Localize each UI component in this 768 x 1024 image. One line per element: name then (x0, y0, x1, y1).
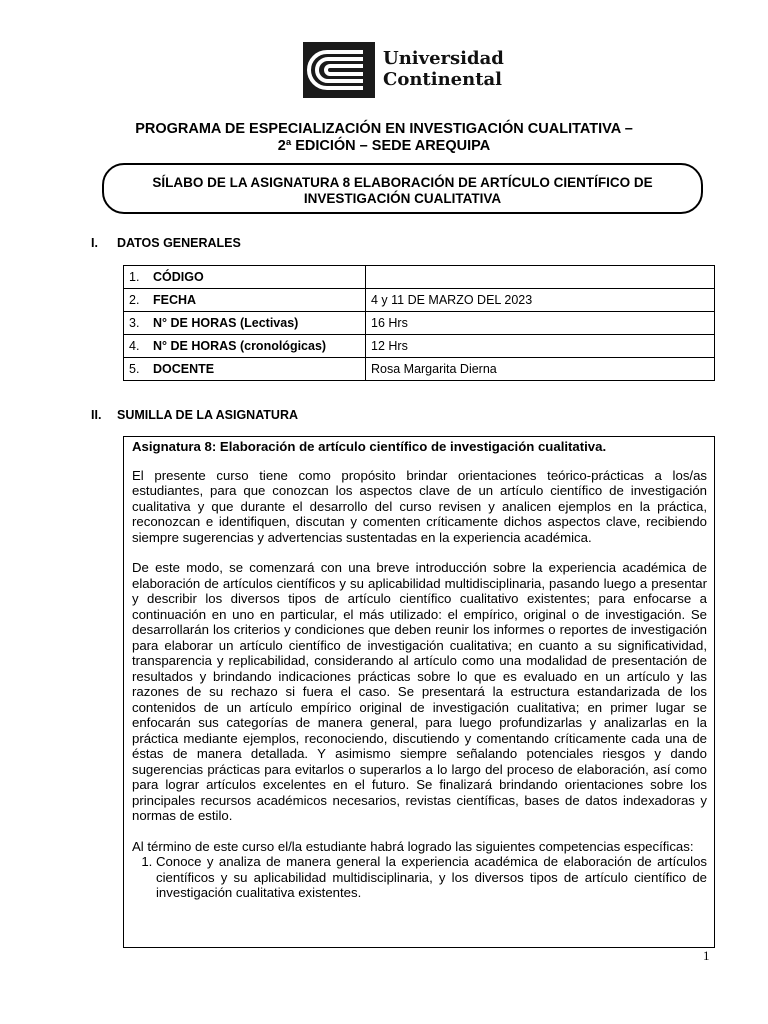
section-number: II. (91, 408, 102, 422)
section-title: DATOS GENERALES (117, 236, 241, 250)
syllabus-title-box (102, 163, 703, 214)
list-item: 1. Conoce y analiza de manera general la experiencia académica de elaboración de artículos científicos y su aplicabilidad multidisciplinaria, y los diversos tipos de artículo científico de investigación cualitativa existentes. (156, 854, 707, 901)
section-heading-general-data (91, 236, 241, 250)
logo-line-2: Continental (383, 69, 503, 90)
row-number: 5. (129, 362, 140, 376)
page-number: 1 (703, 948, 710, 963)
table-label-cell (124, 289, 366, 312)
summary-title: Asignatura 8: Elaboración de artículo científico de investigación cualitativa. (132, 439, 607, 454)
row-number: 1. (129, 270, 140, 284)
table-row (124, 266, 715, 289)
row-label: DOCENTE (153, 362, 215, 376)
row-number: 3. (129, 316, 140, 330)
continental-logo-icon (303, 42, 375, 98)
table-row (124, 289, 715, 312)
summary-paragraph-1: El presente curso tiene como propósito brindar orientaciones teórico-prácticas a los/as estudiantes, para que conozcan los aspectos clave de un artículo científico de investigación cualitativa y que durante el desarrollo del curso revisen y analicen ejemplos en la práctica, reconozcan e identifiquen, discutan y comenten críticamente dichos aspectos clave, recibiendo siempre sugerencias y advertencias sustentadas en la experiencia académica. (132, 467, 707, 545)
row-number: 4. (129, 339, 140, 353)
program-title-line-2: 2ª EDICIÓN – SEDE AREQUIPA (277, 138, 491, 154)
syllabus-title-line-1: SÍLABO DE LA ASIGNATURA 8 ELABORACIÓN DE ARTÍCULO CIENTÍFICO DE (152, 175, 653, 190)
section-heading-summary (91, 408, 298, 422)
row-number: 2. (129, 293, 140, 307)
program-title (0, 121, 768, 155)
table-label-cell (124, 335, 366, 358)
logo-line-1: Universidad (383, 48, 504, 69)
summary-paragraph-2: De este modo, se comenzará con una breve introducción sobre la experiencia académica de elaboración de artículos científicos y su aplicabilidad multidisciplinaria, pasando luego a presentar y describir los diversos tipos de artículo científico cualitativo existentes; para enfocarse a continuación en uno en particular, el más utilizado: el empírico, original o de investigación. Se desarrollarán los criterios y condiciones que deben reunir los informes o reportes de investigación para elaborar un artículo científico de investigación cualitativa; en cuanto a su significatividad, transparencia y replicabilidad, considerando al artículo como una modalidad de presentación de resultados y brindando indicaciones prácticas sobre lo que es evaluado en un artículo y las razones de su rechazo si fuera el caso. Se presentará la estructura estandarizada de los contenidos de un artículo empírico original de investigación cualitativa; en primer lugar se enfocarán sus categorías de manera general, para luego profundizarlas y analizarlas en la práctica mediante ejemplos, reconociendo, discutiendo y comentando críticamente cada una de éstas de manera detallada. Y asimismo siempre señalando potenciales riesgos y dando sugerencias prácticas para evitarlos o superarlos a lo largo del proceso de elaboración, así como para lograr artículos excelentes en el futuro. Se finalizará brindando orientaciones sobre los principales recursos académicos necesarios, revistas científicas, bases de datos indexadoras y normas de estilo. (132, 560, 707, 823)
row-label: N° DE HORAS (Lectivas) (153, 316, 299, 330)
table-row (124, 358, 715, 381)
table-row (124, 312, 715, 335)
summary-paragraph-3: Al término de este curso el/la estudiante habrá logrado las siguientes competencias específicas: (132, 838, 694, 854)
competencies-list (132, 854, 707, 901)
section-number: I. (91, 236, 98, 250)
logo-text (383, 48, 504, 90)
row-label: CÓDIGO (153, 270, 204, 284)
table-value-cell: 16 Hrs (366, 312, 715, 335)
table-label-cell (124, 266, 366, 289)
program-title-line-1: PROGRAMA DE ESPECIALIZACIÓN EN INVESTIGACIÓN CUALITATIVA – (135, 121, 633, 137)
table-row (124, 335, 715, 358)
table-value-cell: Rosa Margarita Dierna (366, 358, 715, 381)
general-data-table (123, 265, 715, 381)
table-value-cell (366, 266, 715, 289)
row-label: N° DE HORAS (cronológicas) (153, 339, 327, 353)
table-label-cell (124, 358, 366, 381)
section-title: SUMILLA DE LA ASIGNATURA (117, 408, 299, 422)
university-logo (303, 42, 504, 98)
row-label: FECHA (153, 293, 197, 307)
table-label-cell (124, 312, 366, 335)
table-value-cell: 4 y 11 DE MARZO DEL 2023 (366, 289, 715, 312)
syllabus-title-line-2: INVESTIGACIÓN CUALITATIVA (303, 191, 502, 206)
table-value-cell: 12 Hrs (366, 335, 715, 358)
summary-box (123, 436, 715, 948)
